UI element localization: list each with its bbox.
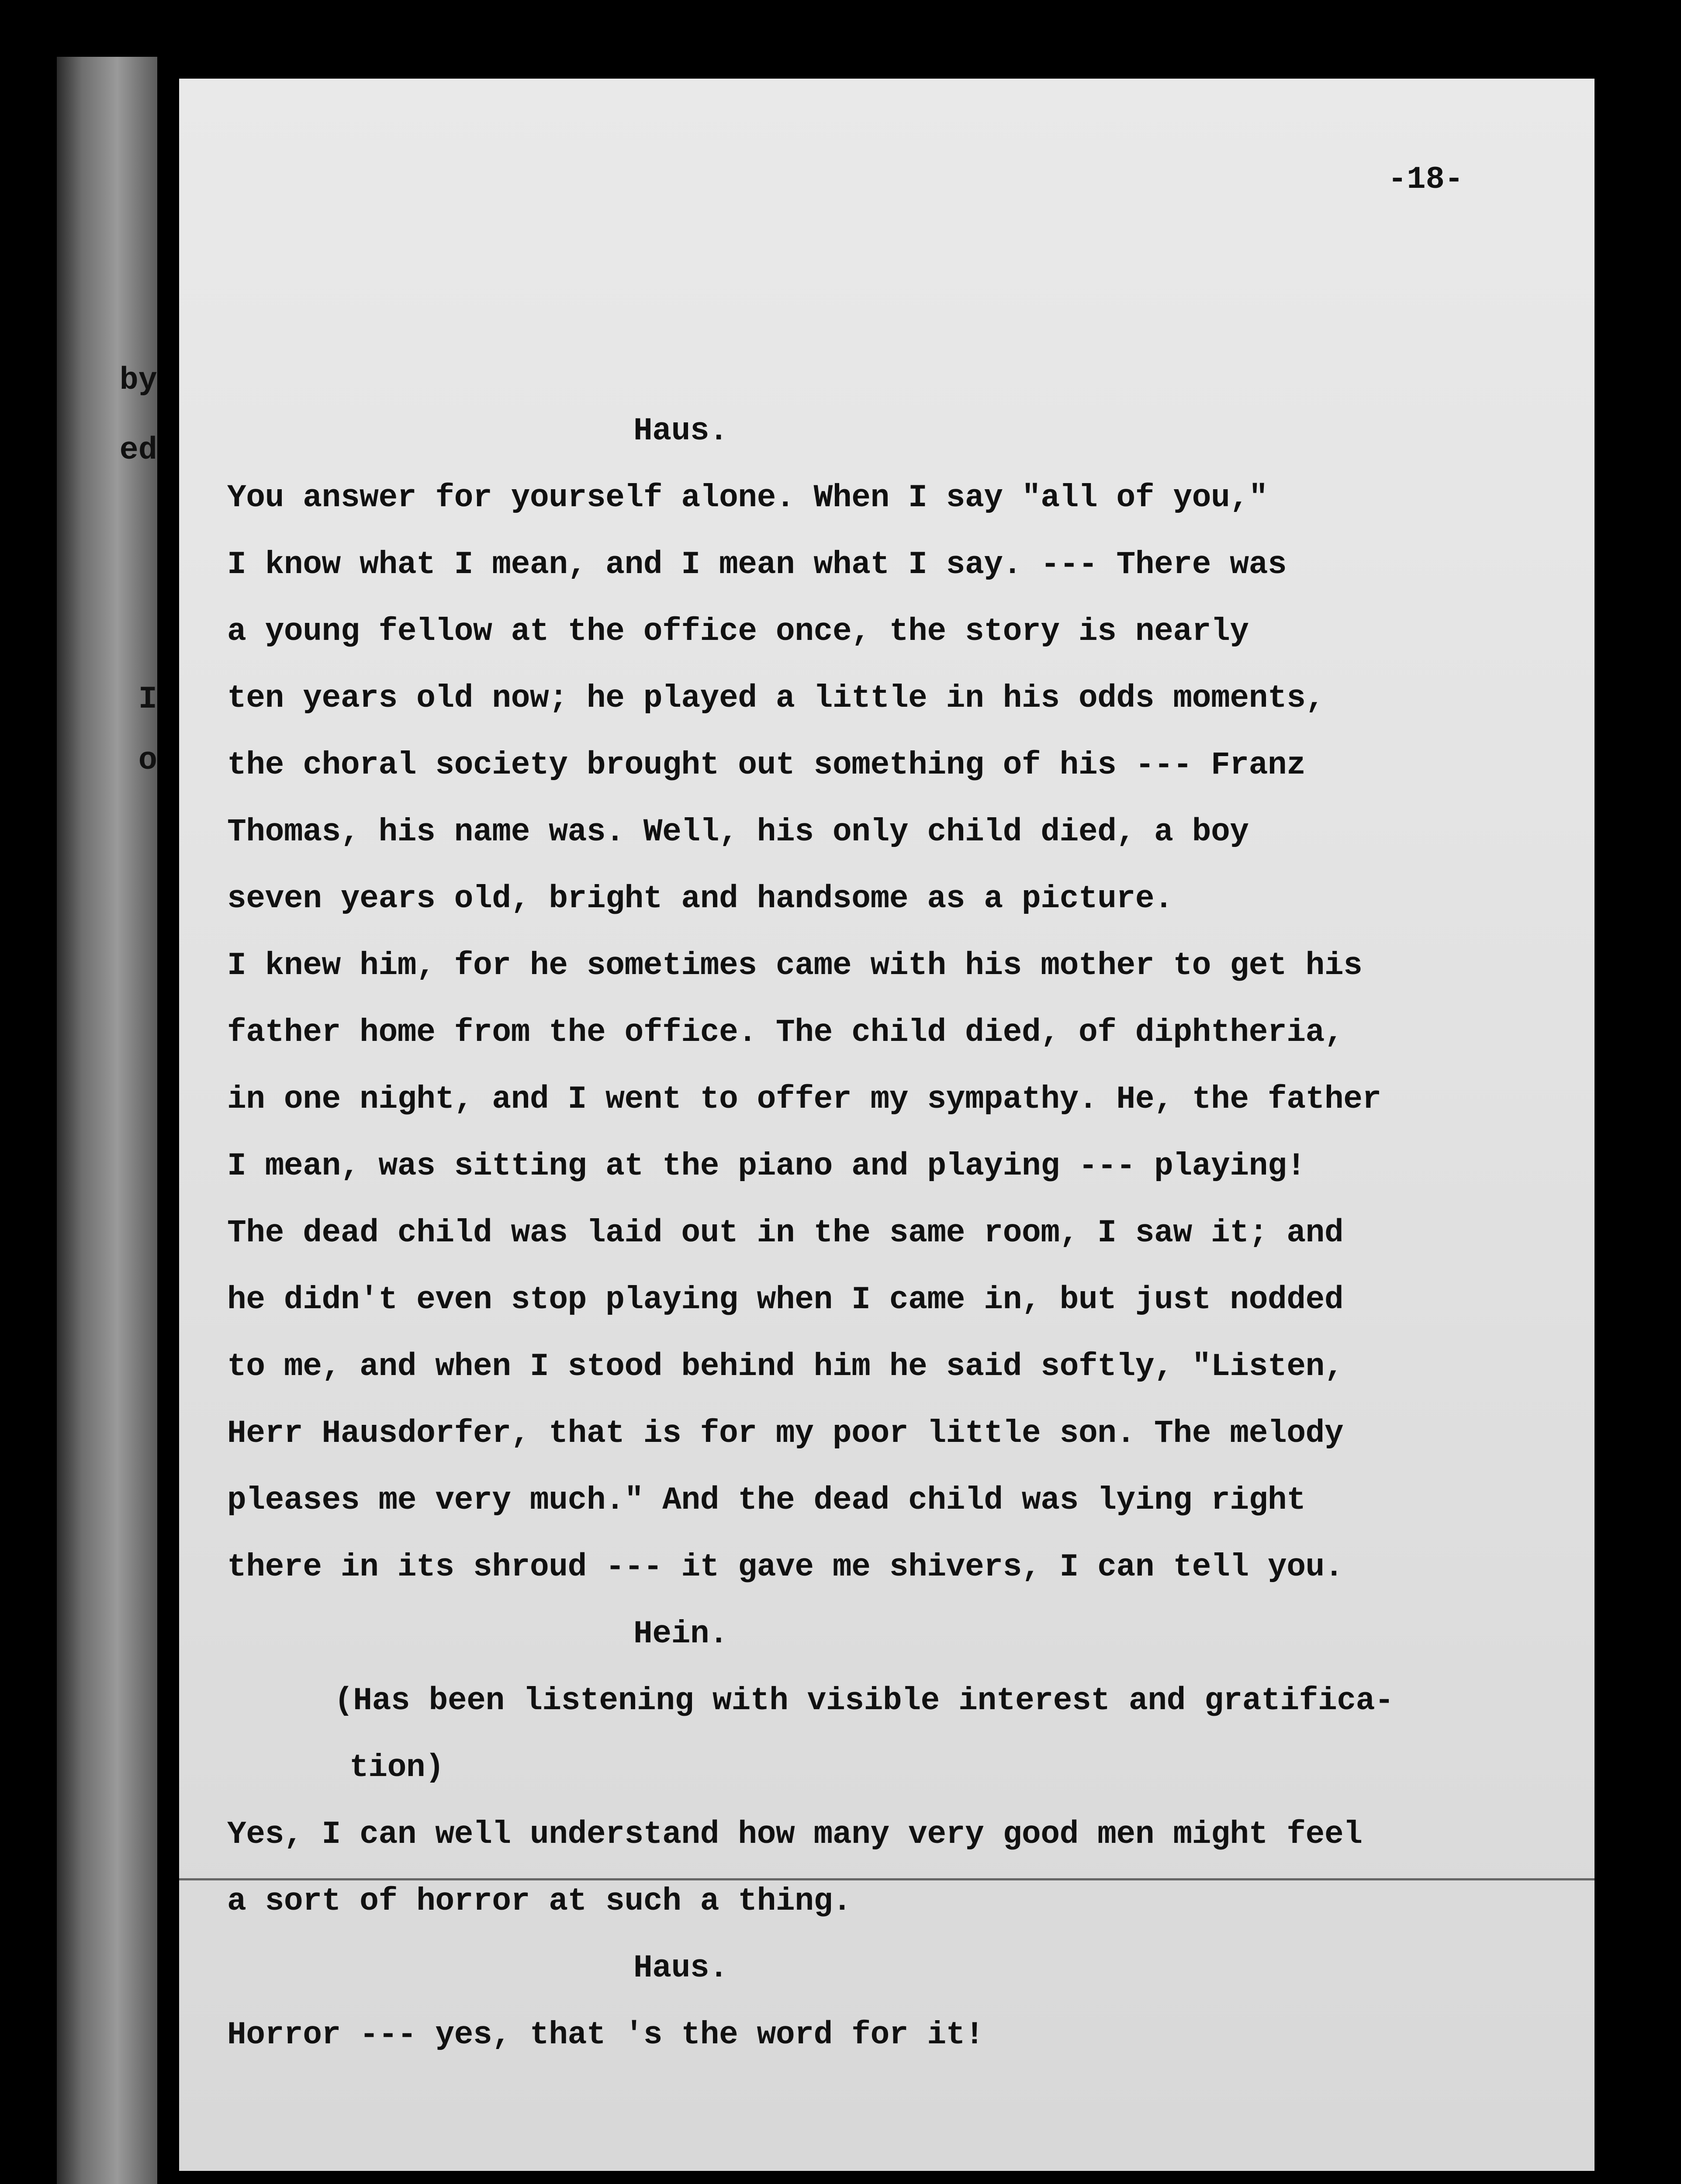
- scan-crease-line: [179, 1878, 1595, 1880]
- dialogue-line: I know what I mean, and I mean what I say. --- There was: [227, 546, 1287, 583]
- stage-direction: (Has been listening with visible interest and gratifica-: [334, 1683, 1394, 1719]
- dialogue-line: pleases me very much." And the dead child was lying right: [227, 1482, 1306, 1518]
- stage-direction: tion): [349, 1749, 444, 1786]
- dialogue-line: Herr Hausdorfer, that is for my poor little son. The melody: [227, 1415, 1344, 1451]
- dialogue-line: father home from the office. The child died, of diphtheria,: [227, 1014, 1344, 1051]
- margin-fragment: o: [138, 743, 157, 778]
- dialogue-line: there in its shroud --- it gave me shivers, I can tell you.: [227, 1549, 1344, 1585]
- dialogue-line: The dead child was laid out in the same room, I saw it; and: [227, 1215, 1344, 1251]
- page-number: -18-: [1388, 162, 1463, 197]
- speaker-label: Hein.: [633, 1616, 728, 1652]
- speaker-label: Haus.: [633, 413, 728, 449]
- dialogue-line: a young fellow at the office once, the story is nearly: [227, 613, 1249, 650]
- dialogue-line: ten years old now; he played a little in his odds moments,: [227, 680, 1325, 716]
- dialogue-line: the choral society brought out something of his --- Franz: [227, 747, 1306, 783]
- dialogue-line: he didn't even stop playing when I came in, but just nodded: [227, 1282, 1344, 1318]
- speaker-label: Haus.: [633, 1950, 728, 1986]
- margin-fragment: I: [138, 681, 157, 717]
- dialogue-line: Yes, I can well understand how many very good men might feel: [227, 1816, 1363, 1852]
- typescript-page: [179, 79, 1595, 2171]
- dialogue-line: You answer for yourself alone. When I say "all of you,": [227, 480, 1268, 516]
- script-body: [227, 397, 1564, 2068]
- dialogue-line: seven years old, bright and handsome as a picture.: [227, 881, 1173, 917]
- previous-page-edge: [57, 57, 157, 2184]
- margin-fragment: by: [119, 363, 157, 398]
- dialogue-line: a sort of horror at such a thing.: [227, 1883, 852, 1919]
- dialogue-line: in one night, and I went to offer my sympathy. He, the father: [227, 1081, 1381, 1117]
- dialogue-line: to me, and when I stood behind him he said softly, "Listen,: [227, 1348, 1344, 1385]
- dialogue-line: Thomas, his name was. Well, his only child died, a boy: [227, 814, 1249, 850]
- dialogue-line: Horror --- yes, that 's the word for it!: [227, 2017, 984, 2053]
- dialogue-line: I knew him, for he sometimes came with his mother to get his: [227, 947, 1363, 984]
- margin-fragment: ed: [119, 432, 157, 468]
- dialogue-line: I mean, was sitting at the piano and playing --- playing!: [227, 1148, 1306, 1184]
